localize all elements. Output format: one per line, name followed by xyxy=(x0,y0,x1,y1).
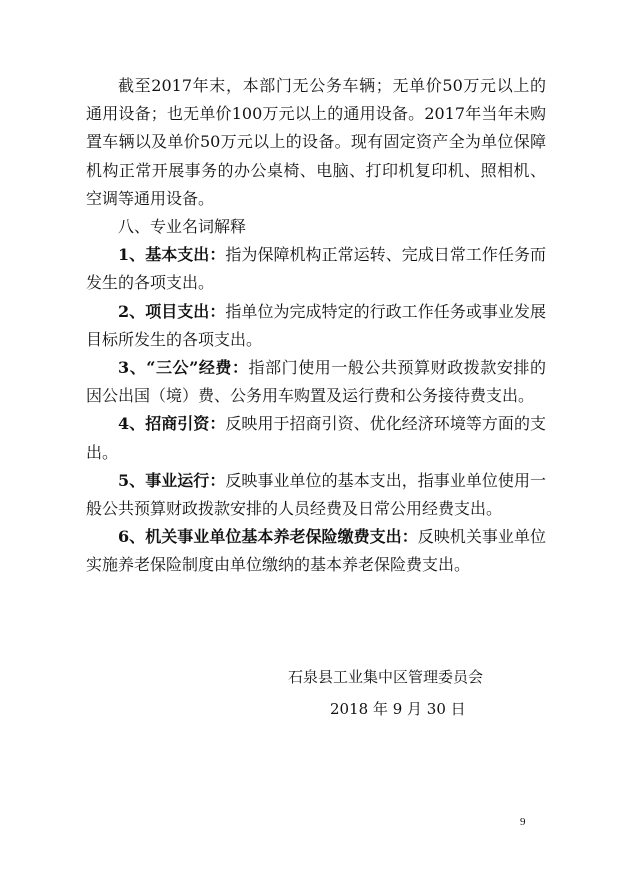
section-heading-glossary xyxy=(86,213,546,241)
glossary-definition: 指单位为完成特定的行政工作任务或事业发展目标所发生的各项支出。 xyxy=(86,301,546,349)
glossary-item-investment-promotion xyxy=(86,410,546,466)
glossary-item-basic-expenditure xyxy=(86,241,546,297)
glossary-item-public-institution-operation xyxy=(86,467,546,523)
glossary-definition: 指部门使用一般公共预算财政拨款安排的因公出国（境）费、公务用车购置及运行费和公务接待费支出。 xyxy=(86,358,546,406)
heading-text: 八、专业名词解释 xyxy=(118,217,247,237)
glossary-term: 6、机关事业单位基本养老保险缴费支出： xyxy=(118,527,418,547)
document-body xyxy=(86,72,546,580)
glossary-item-project-expenditure xyxy=(86,298,546,354)
glossary-definition: 反映机关事业单位实施养老保险制度由单位缴纳的基本养老保险费支出。 xyxy=(86,527,546,575)
page-number: 9 xyxy=(520,816,526,828)
glossary-definition: 反映用于招商引资、优化经济环境等方面的支出。 xyxy=(86,414,546,462)
glossary-term: 3、“三公”经费： xyxy=(118,358,249,378)
glossary-definition: 指为保障机构正常运转、完成日常工作任务而发生的各项支出。 xyxy=(86,245,546,293)
signature-date: 2018 年 9 月 30 日 xyxy=(330,700,466,718)
paragraph-text: 截至2017年末，本部门无公务车辆；无单价50万元以上的通用设备；也无单价100万元以上的通用设备。2017年当年未购置车辆以及单价50万元以上的设备。现有固定资产全为单位保障机构正常开展事务的办公桌椅、电脑、打印机复印机、照相机、空调等通用设备。 xyxy=(86,76,546,208)
glossary-term: 4、招商引资： xyxy=(118,414,226,434)
glossary-item-pension-insurance xyxy=(86,523,546,579)
glossary-term: 1、基本支出： xyxy=(118,245,226,265)
paragraph-fixed-assets xyxy=(86,72,546,213)
glossary-item-three-public-expenses xyxy=(86,354,546,410)
glossary-term: 5、事业运行： xyxy=(118,470,226,490)
glossary-definition: 反映事业单位的基本支出，指事业单位使用一般公共预算财政拨款安排的人员经费及日常公用经费支出。 xyxy=(86,470,546,519)
glossary-term: 2、项目支出： xyxy=(118,301,226,321)
signature-organization: 石泉县工业集中区管理委员会 xyxy=(288,668,484,686)
